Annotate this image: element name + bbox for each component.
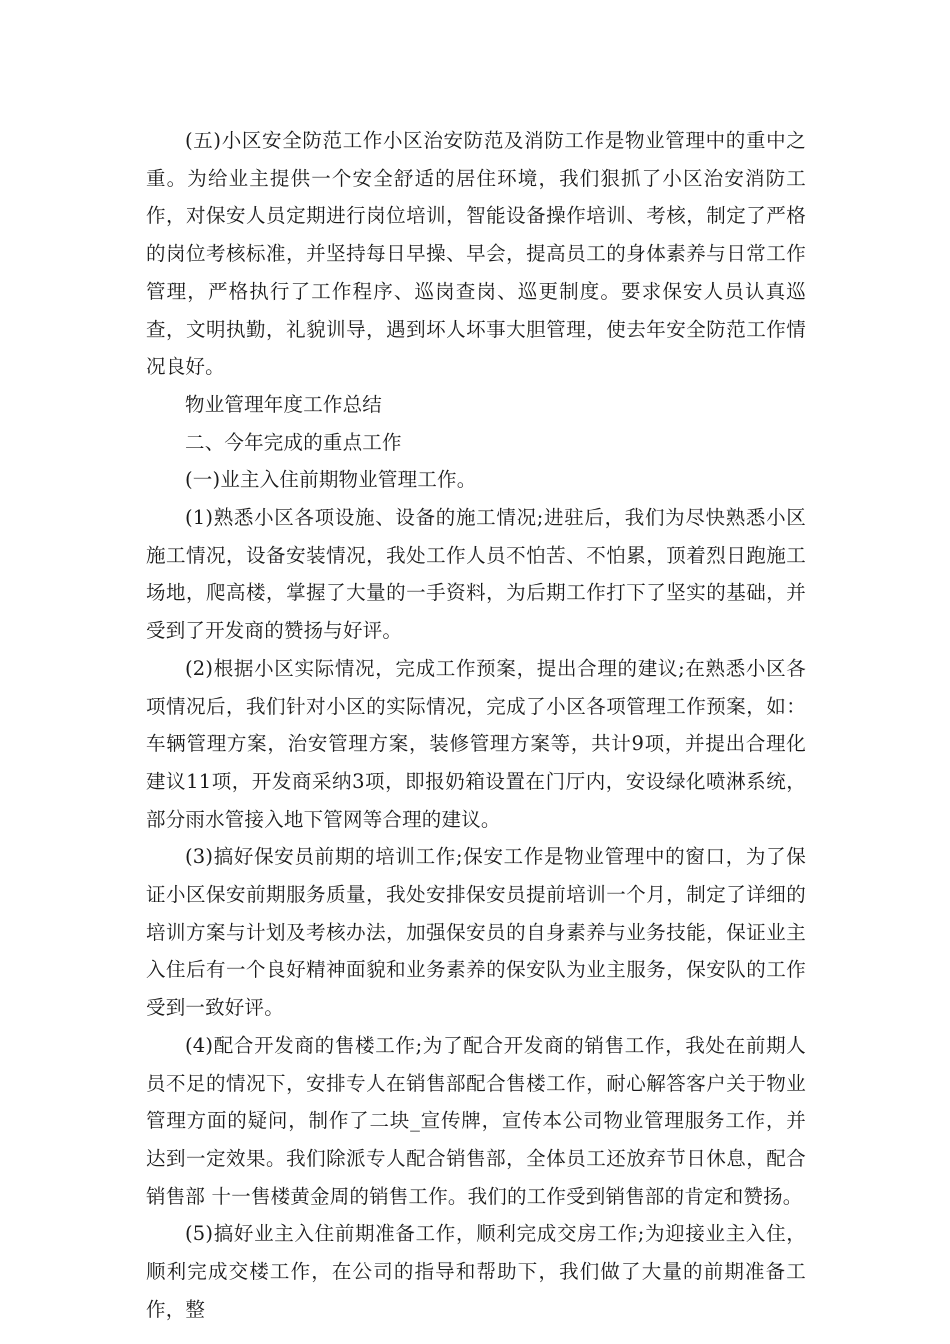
document-body [146, 122, 806, 1329]
paragraph-annual-summary-heading: 物业管理年度工作总结 [185, 392, 383, 416]
paragraph-subsection-one-heading: (一)业主入住前期物业管理工作。 [185, 468, 477, 492]
paragraph-item-4: (4)配合开发商的售楼工作;为了配合开发商的销售工作，我处在前期人员不足的情况下，安排专人在销售部配合售楼工作，耐心解答客户关于物业管理方面的疑问，制作了二块_宣传牌，宣传本公司物业管理服务工作，并达到一定效果。我们除派专人配合销售部，全体员工还放弃节日休息，配合销售部 十一售楼黄金周的销售工作。我们的工作受到销售部的肯定和赞扬。 [146, 1033, 806, 1208]
paragraph-item-5: (5)搞好业主入住前期准备工作，顺利完成交房工作;为迎接业主入住，顺利完成交楼工作，在公司的指导和帮助下，我们做了大量的前期准备工作，整 [146, 1222, 806, 1321]
paragraph-item-3: (3)搞好保安员前期的培训工作;保安工作是物业管理中的窗口，为了保证小区保安前期服务质量，我处安排保安员提前培训一个月，制定了详细的培训方案与计划及考核办法，加强保安员的自身素养与业务技能，保证业主入住后有一个良好精神面貌和业务素养的保安队为业主服务，保安队的工作受到一致好评。 [146, 845, 806, 1020]
paragraph-item-1: (1)熟悉小区各项设施、设备的施工情况;进驻后，我们为尽快熟悉小区施工情况，设备安装情况，我处工作人员不怕苦、不怕累，顶着烈日跑施工场地，爬高楼，掌握了大量的一手资料，为后期工作打下了坚实的基础，并受到了开发商的赞扬与好评。 [146, 506, 806, 643]
paragraph-section-two-heading: 二、今年完成的重点工作 [185, 430, 402, 454]
paragraph-item-2: (2)根据小区实际情况，完成工作预案，提出合理的建议;在熟悉小区各项情况后，我们针对小区的实际情况，完成了小区各项管理工作预案，如：车辆管理方案，治安管理方案，装修管理方案等，共计9项，并提出合理化建议11项，开发商采纳3项，即报奶箱设置在门厅内，安设绿化喷淋系统，部分雨水管接入地下管网等合理的建议。 [146, 656, 806, 831]
paragraph-security-work: (五)小区安全防范工作小区治安防范及消防工作是物业管理中的重中之重。为给业主提供一个安全舒适的居住环境，我们狠抓了小区治安消防工作，对保安人员定期进行岗位培训，智能设备操作培训、考核，制定了严格的岗位考核标准，并坚持每日早操、早会，提高员工的身体素养与日常工作管理，严格执行了工作程序、巡岗查岗、巡更制度。要求保安人员认真巡查，文明执勤，礼貌训导，遇到坏人坏事大胆管理，使去年安全防范工作情况良好。 [146, 129, 806, 379]
